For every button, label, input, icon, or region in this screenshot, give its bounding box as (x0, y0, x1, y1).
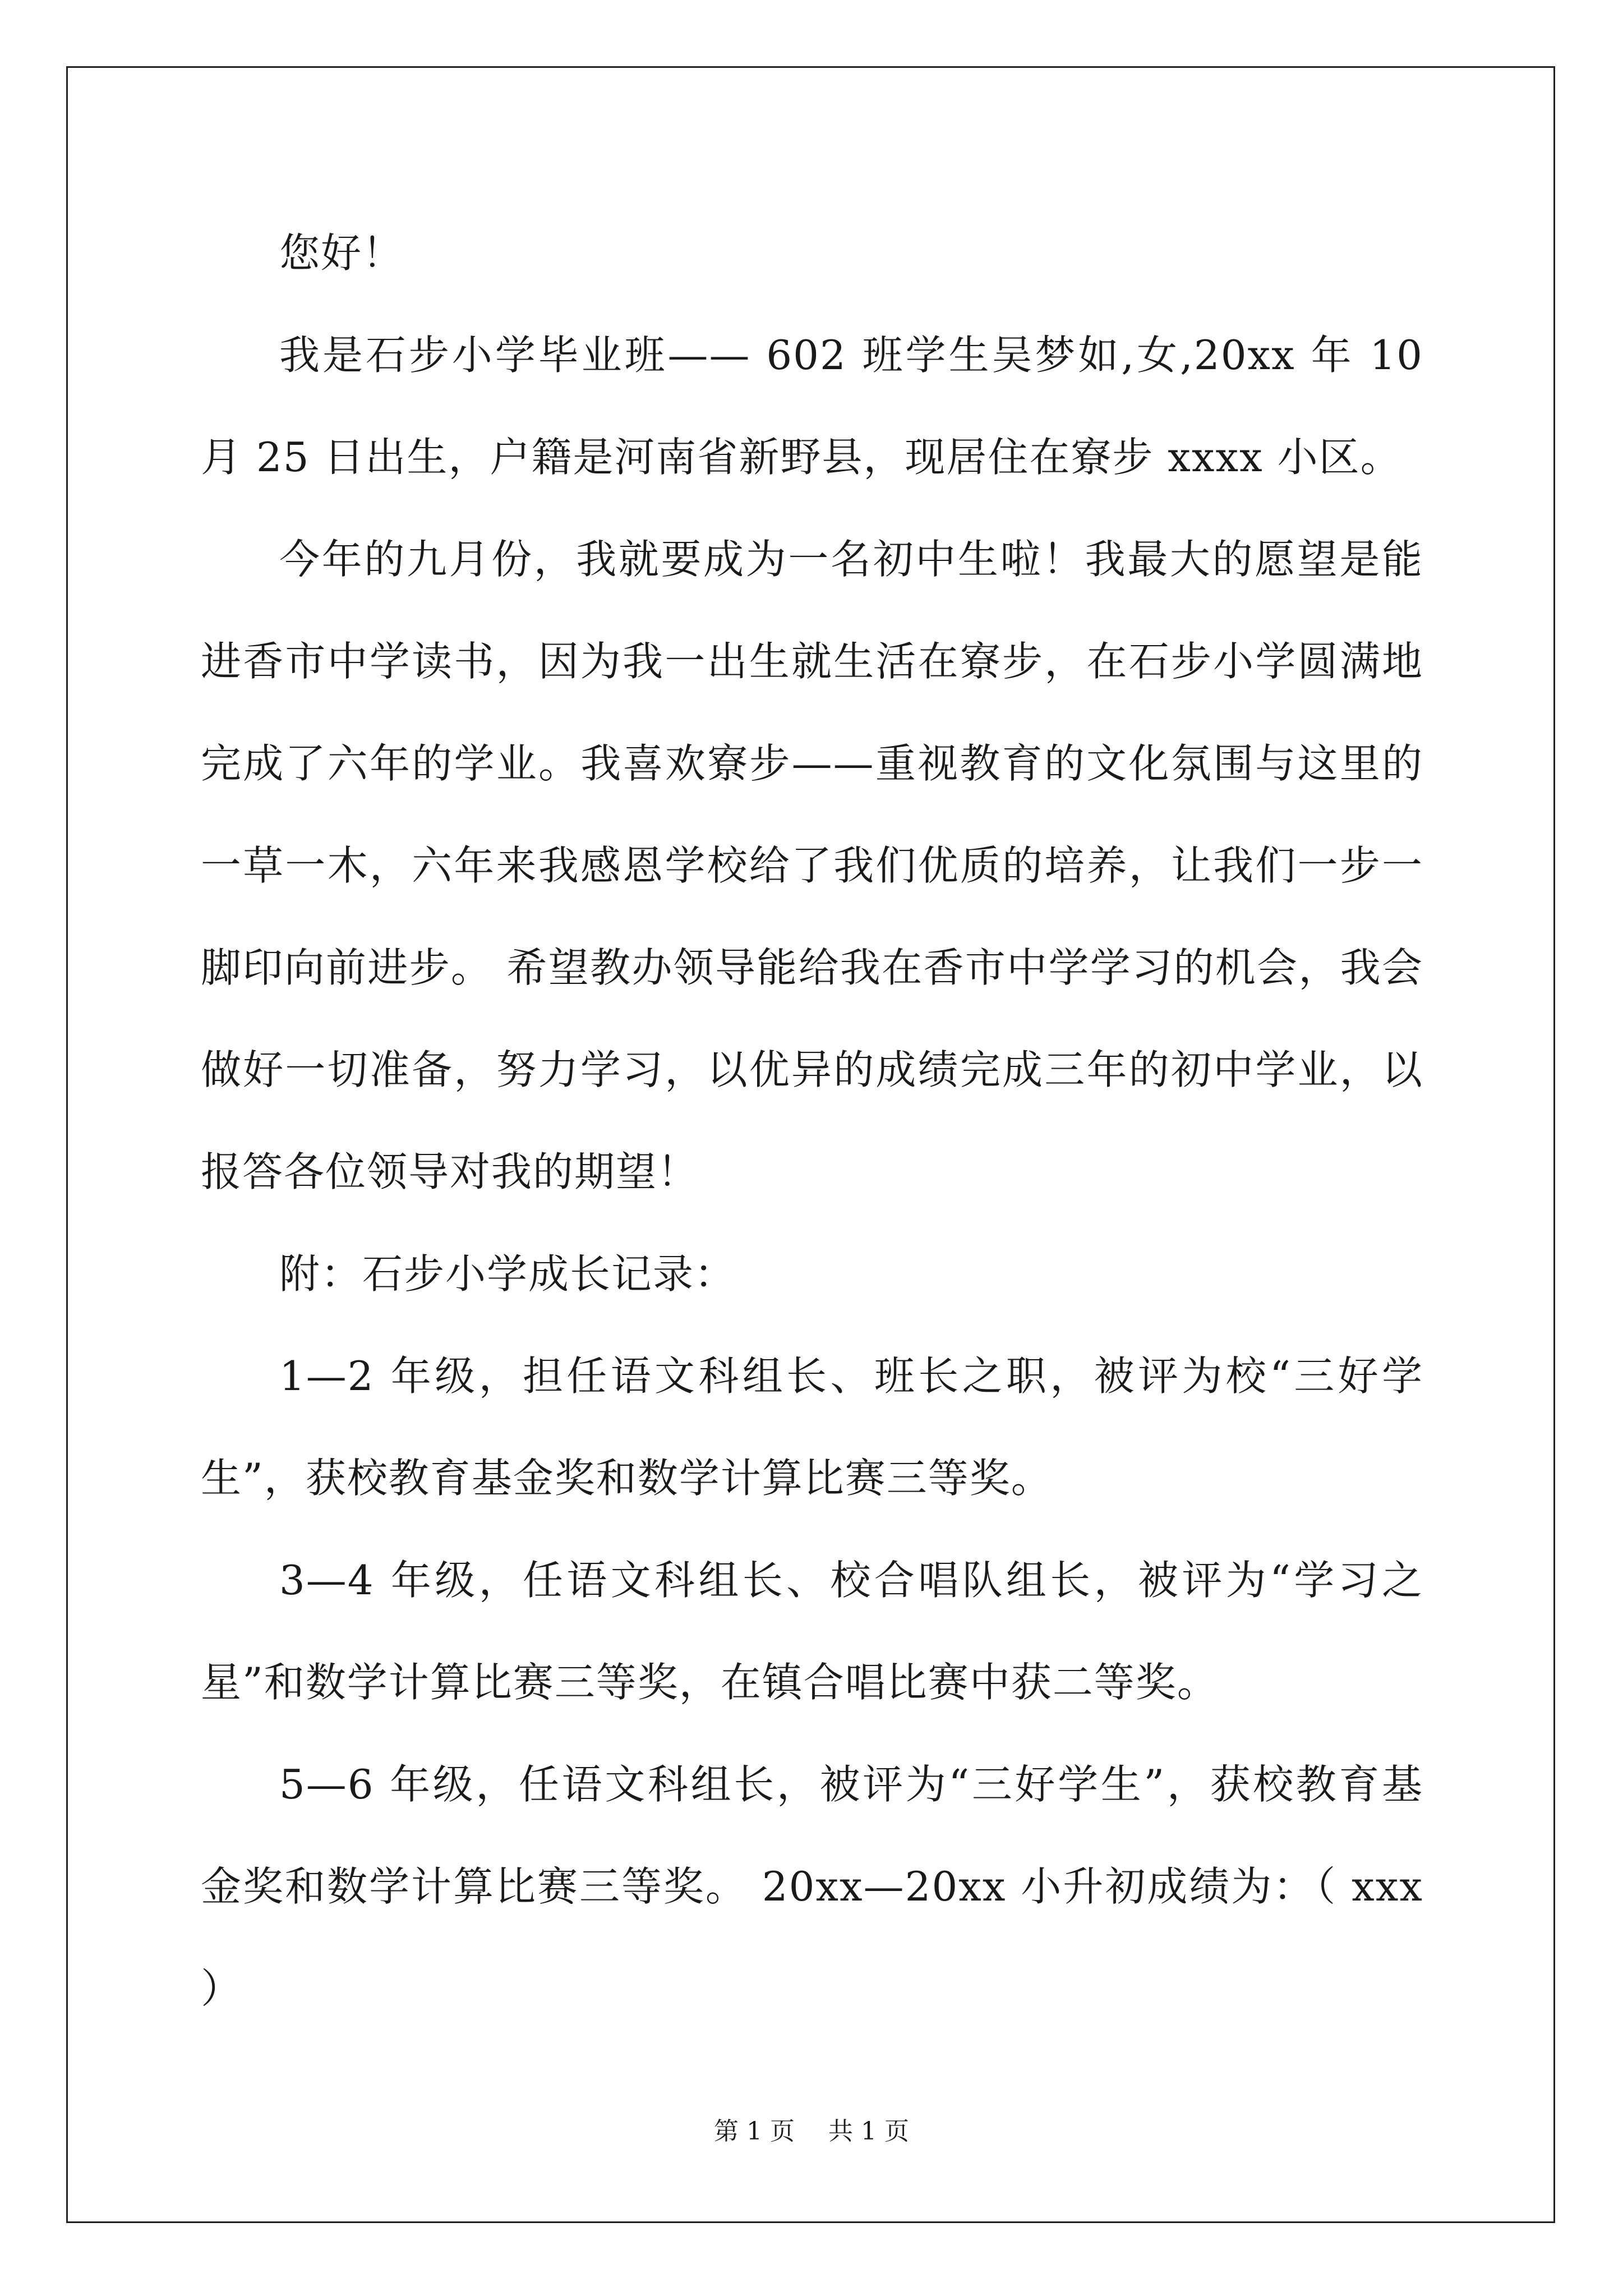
paragraph-grade-1-2: 1—2 年级，担任语文科组长、班长之职，被评为校“三好学生”，获校教育基金奖和数学计算比赛三等奖。 (201, 1352, 1423, 1502)
page-footer (0, 2115, 1623, 2148)
page-number: 第 1 页 (714, 2117, 795, 2146)
paragraph-appendix-heading: 附：石步小学成长记录： (279, 1250, 736, 1297)
page-total: 共 1 页 (828, 2117, 909, 2146)
letter-body (201, 202, 1423, 2040)
paragraph-grade-5-6: 5—6 年级，任语文科组长，被评为“三好学生”，获校教育基金奖和数学计算比赛三等奖。 20xx—20xx 小升初成绩为：（ xxx ） (201, 1761, 1423, 2012)
paragraph-grade-3-4: 3—4 年级，任语文科组长、校合唱队组长，被评为“学习之星”和数学计算比赛三等奖，在镇合唱比赛中获二等奖。 (201, 1557, 1423, 1706)
greeting: 您好！ (279, 229, 404, 277)
paragraph-intro: 我是石步小学毕业班—— 602 班学生吴梦如,女,20xx 年 10 月 25 日出生，户籍是河南省新野县，现居住在寮步 xxxx 小区。 (201, 332, 1423, 481)
paragraph-wish: 今年的九月份，我就要成为一名初中生啦！我最大的愿望是能进香市中学读书，因为我一出生就生活在寮步，在石步小学圆满地完成了六年的学业。我喜欢寮步——重视教育的文化氛围与这里的一草一木，六年来我感恩学校给了我们优质的培养，让我们一步一脚印向前进步。 希望教办领导能给我在香市中学学习的机会，我会做好一切准备，努力学习，以优异的成绩完成三年的初中学业，以报答各位领导对我的期望！ (201, 536, 1423, 1195)
